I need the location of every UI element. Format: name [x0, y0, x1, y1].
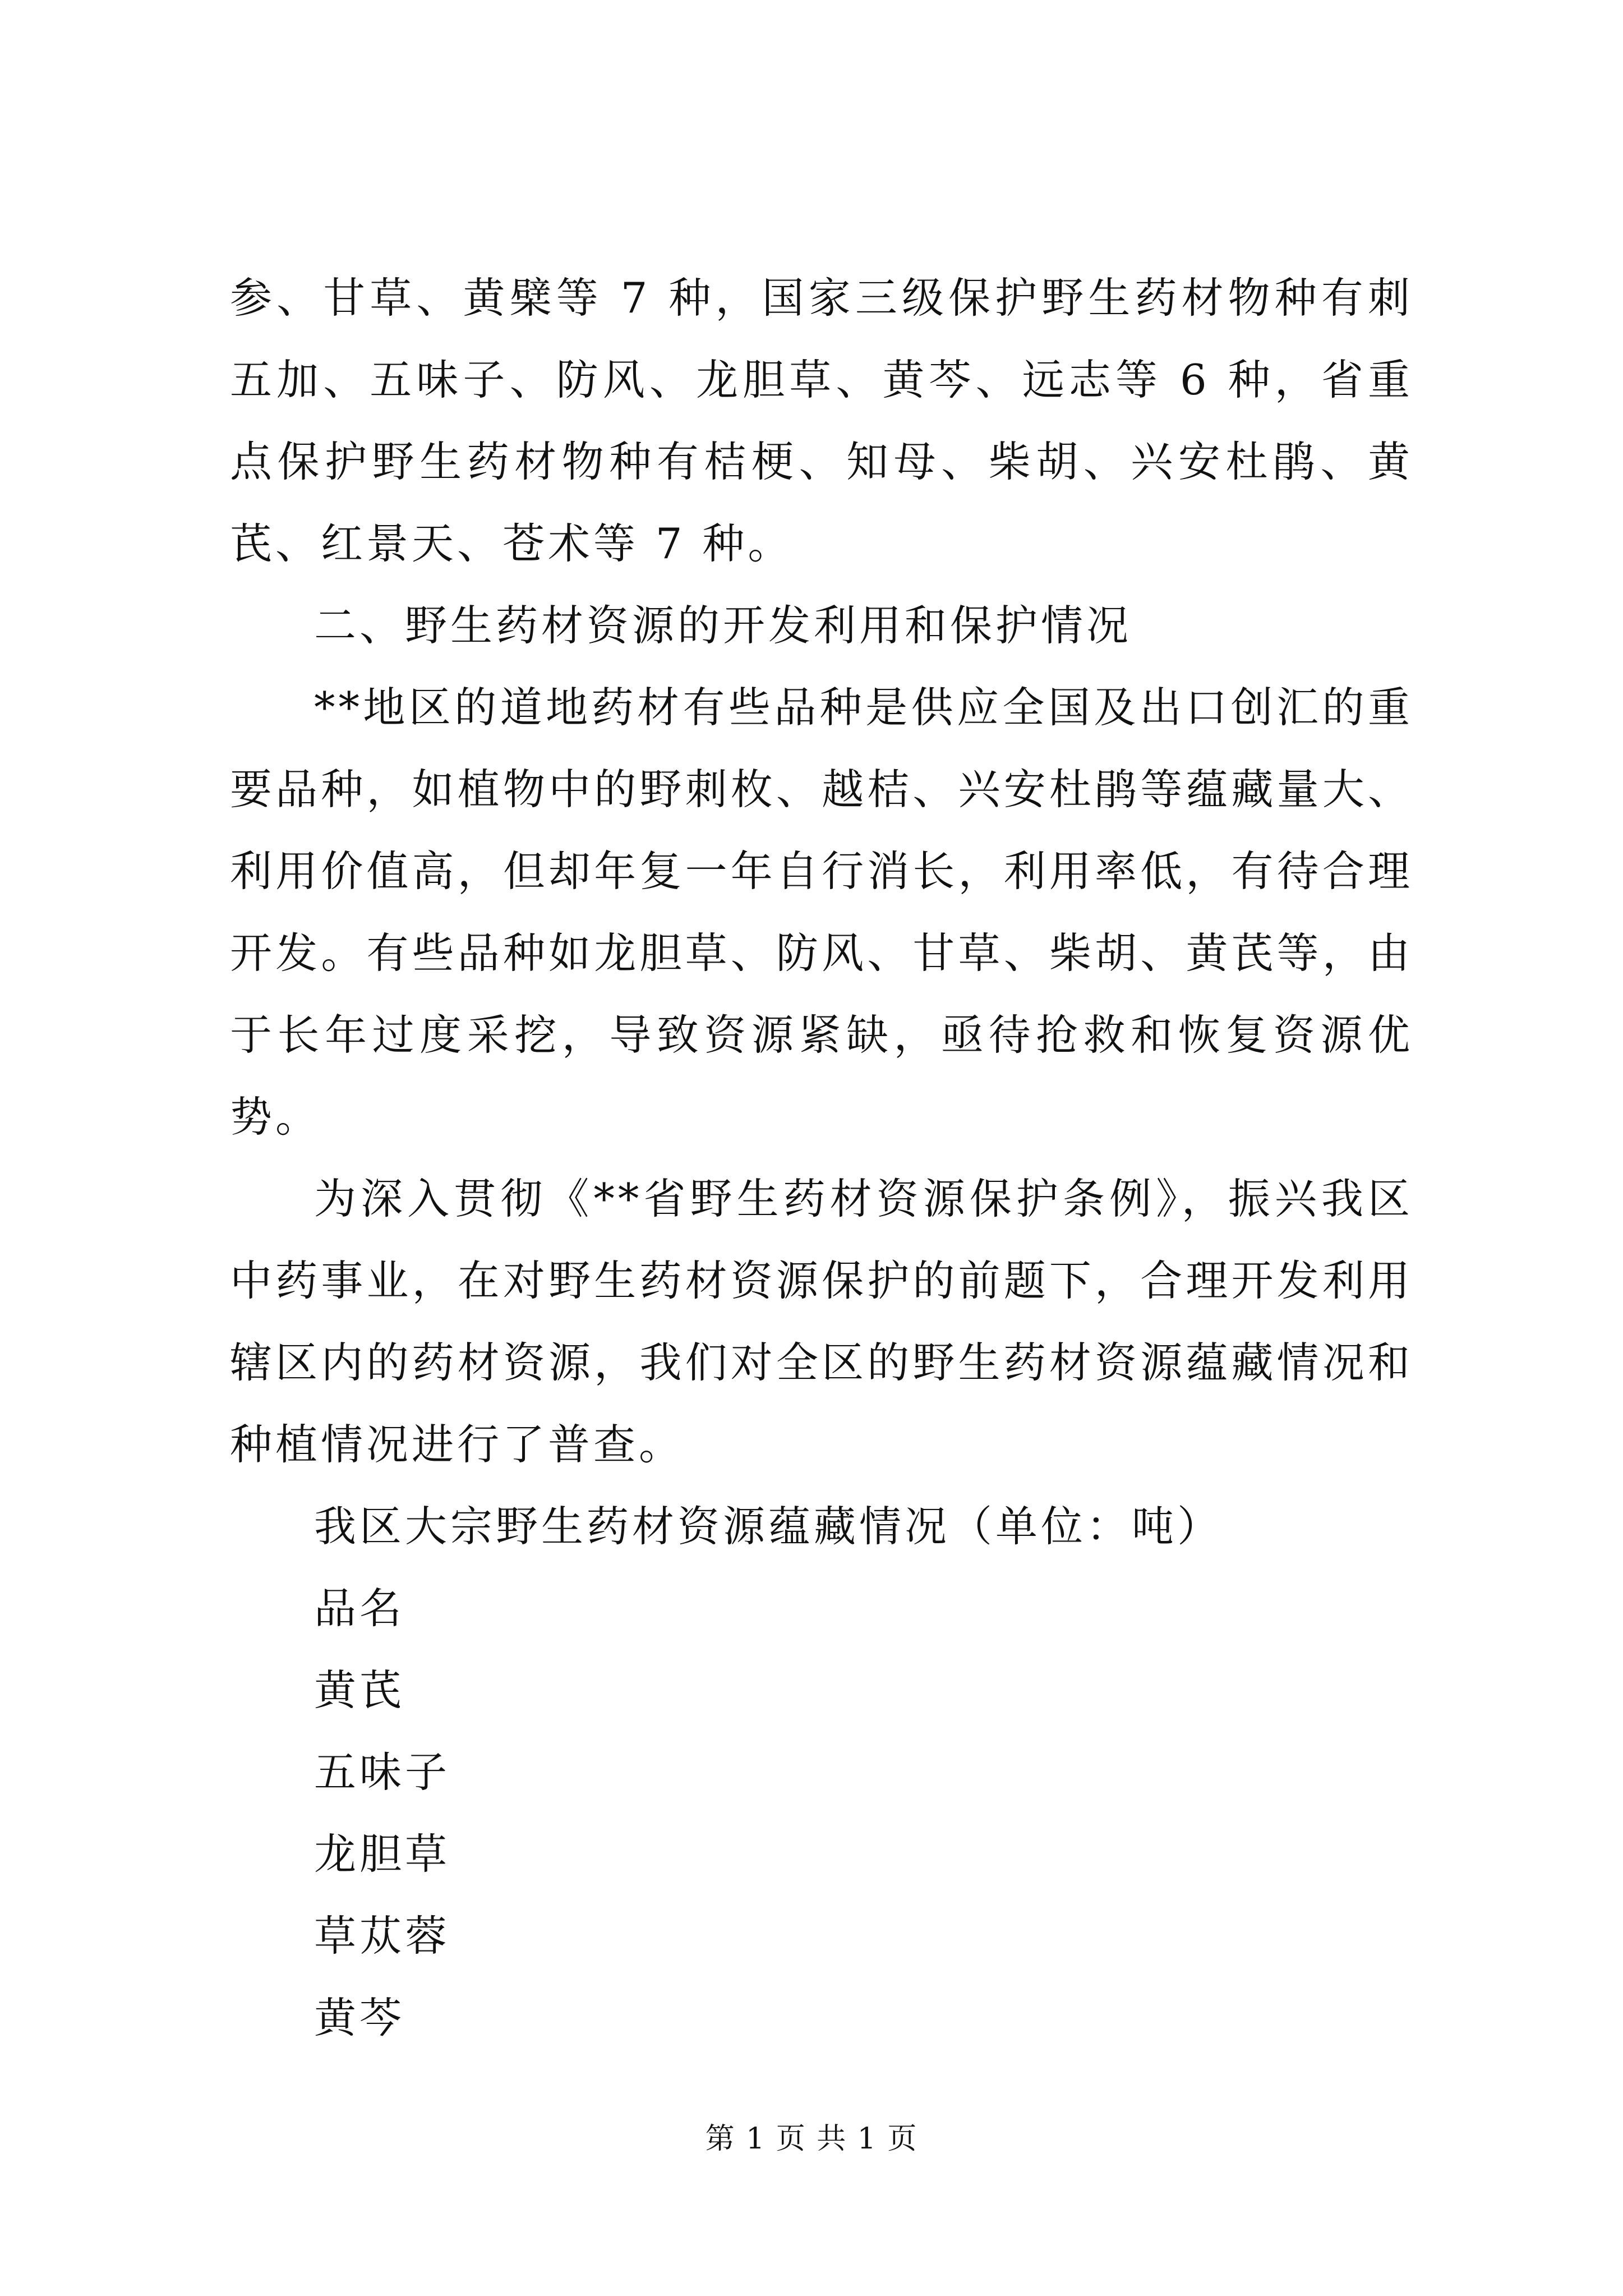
list-item: 五味子 [314, 1747, 451, 1797]
document-body [230, 257, 1413, 2059]
section-heading: 二、野生药材资源的开发利用和保护情况 [314, 601, 1132, 650]
table-title: 我区大宗野生药材资源蕴藏情况（单位：吨） [314, 1502, 1223, 1551]
paragraph-protected-species: 参、甘草、黄檗等 7 种，国家三级保护野生药材物种有刺五加、五味子、防风、龙胆草、黄芩、远志等 6 种，省重点保护野生药材物种有桔梗、知母、柴胡、兴安杜鹃、黄芪、红景天、苍术等 7 种。 [230, 273, 1413, 568]
paragraph-survey: 为深入贯彻《**省野生药材资源保护条例》，振兴我区中药事业，在对野生药材资源保护的前题下，合理开发利用辖区内的药材资源，我们对全区的野生药材资源蕴藏情况和种植情况进行了普查。 [230, 1174, 1413, 1469]
table-header-name: 品名 [314, 1584, 405, 1633]
paragraph-development: **地区的道地药材有些品种是供应全国及出口创汇的重要品种，如植物中的野刺枚、越桔、兴安杜鹃等蕴藏量大、利用价值高，但却年复一年自行消长，利用率低，有待合理开发。有些品种如龙胆草、防风、甘草、柴胡、黄芪等，由于长年过度采挖，导致资源紧缺，亟待抢救和恢复资源优势。 [230, 683, 1413, 1142]
page-footer: 第 1 页 共 1 页 [705, 2122, 918, 2156]
list-item: 龙胆草 [314, 1829, 451, 1879]
list-item: 黄芩 [314, 1993, 405, 2042]
list-item: 黄芪 [314, 1665, 405, 1715]
list-item: 草苁蓉 [314, 1911, 451, 1961]
